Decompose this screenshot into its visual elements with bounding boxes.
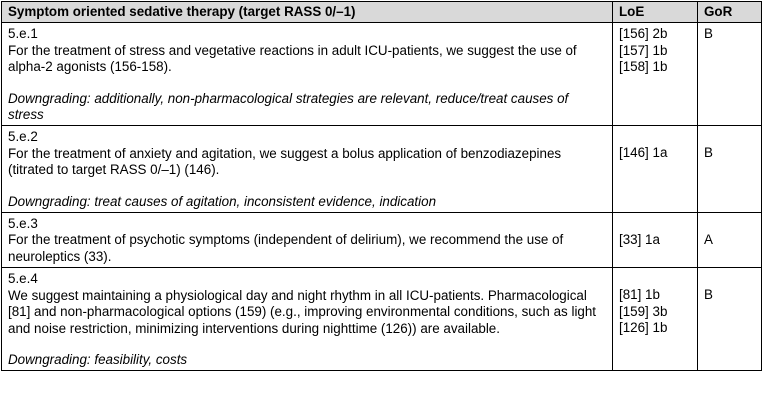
table-row <box>2 268 762 371</box>
gor-cell <box>698 213 762 268</box>
table-header-row <box>2 2 762 23</box>
loe-cell <box>613 213 698 268</box>
table-row <box>2 213 762 268</box>
gor-cell <box>698 268 762 371</box>
gor-value: A <box>704 232 713 248</box>
recommendation-cell <box>2 213 613 268</box>
recommendation-text: We suggest maintaining a physiological day and night rhythm in all ICU-patients. Pharmacological [81] and non-pharmacological options (159) (e.g., improving environmental conditions, such as light and noise restriction, minimizing interventions during nighttime (126)) are available. <box>8 287 597 336</box>
loe-value: [156] 2b <box>619 26 668 42</box>
recommendation-id: 5.e.1 <box>8 26 38 42</box>
downgrading-note: Downgrading: treat causes of agitation, inconsistent evidence, indication <box>8 193 437 209</box>
loe-value: [157] 1b <box>619 42 668 58</box>
recommendation-cell <box>2 126 613 213</box>
header-loe: LoE <box>613 2 698 23</box>
recommendation-text: For the treatment of stress and vegetative reactions in adult ICU-patients, we suggest the use of alpha-2 agonists (156-158). <box>8 42 577 75</box>
loe-cell <box>613 126 698 213</box>
recommendation-id: 5.e.4 <box>8 271 38 287</box>
gor-cell <box>698 126 762 213</box>
loe-value: [33] 1a <box>619 232 660 248</box>
gor-value: B <box>704 26 713 42</box>
downgrading-note: Downgrading: additionally, non-pharmacological strategies are relevant, reduce/treat causes of stress <box>8 90 569 123</box>
loe-value: [158] 1b <box>619 59 668 75</box>
loe-value: [81] 1b <box>619 287 660 303</box>
gor-value: B <box>704 145 713 161</box>
recommendation-text: For the treatment of psychotic symptoms (independent of delirium), we recommend the use of neuroleptics (33). <box>8 232 564 264</box>
loe-value: [159] 3b <box>619 303 668 319</box>
recommendation-text: For the treatment of anxiety and agitation, we suggest a bolus application of benzodiazepines (titrated to target RASS 0/–1) (146). <box>8 145 562 178</box>
gor-cell <box>698 23 762 126</box>
downgrading-note: Downgrading: feasibility, costs <box>8 351 188 367</box>
header-therapy: Symptom oriented sedative therapy (target RASS 0/–1) <box>2 2 613 23</box>
recommendation-cell <box>2 23 613 126</box>
loe-value: [126] 1b <box>619 320 668 336</box>
recommendation-cell <box>2 268 613 371</box>
table-row <box>2 126 762 213</box>
loe-cell <box>613 23 698 126</box>
gor-value: B <box>704 287 713 303</box>
recommendation-id: 5.e.3 <box>8 216 38 232</box>
header-gor: GoR <box>698 2 762 23</box>
loe-value: [146] 1a <box>619 145 668 161</box>
loe-cell <box>613 268 698 371</box>
recommendation-id: 5.e.2 <box>8 129 38 145</box>
table-row <box>2 23 762 126</box>
recommendation-table <box>1 1 762 371</box>
